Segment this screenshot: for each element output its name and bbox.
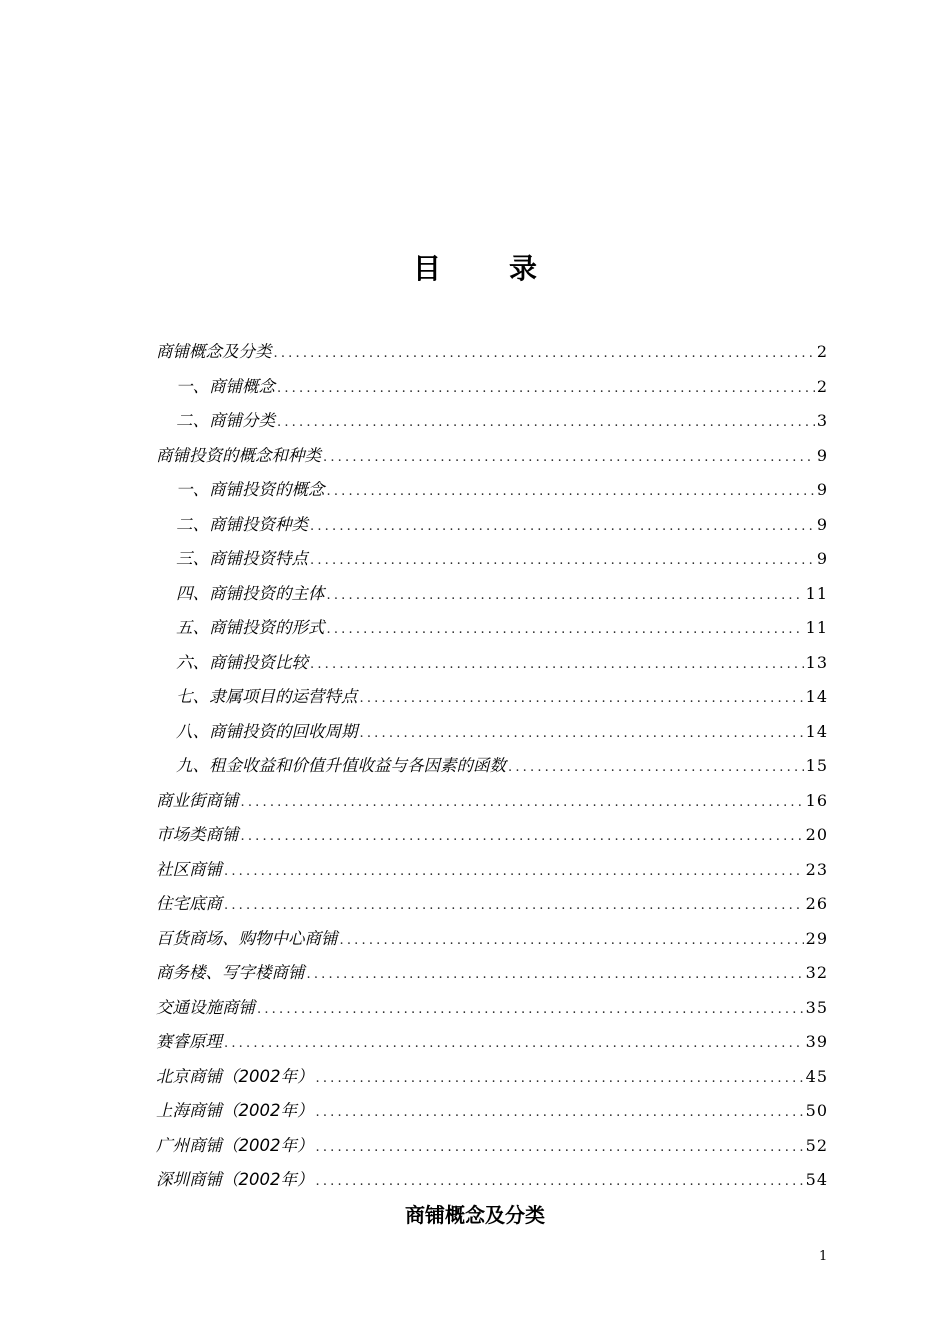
toc-entry[interactable] [156,1163,828,1198]
toc-entry-page: 50 [805,1101,828,1120]
toc-entry-title: 广州商铺（2002年） [156,1135,314,1155]
toc-entry[interactable] [156,1025,828,1060]
toc-entry-page: 45 [805,1066,828,1086]
toc-entry[interactable] [156,508,828,543]
toc-entry-page: 35 [805,997,828,1017]
toc-dot-leader [360,717,804,752]
toc-entry[interactable] [156,439,828,474]
toc-entry-page: 11 [805,583,828,603]
table-of-contents [156,335,828,1198]
toc-entry-page: 14 [805,721,828,741]
toc-dot-leader [508,751,804,786]
toc-dot-leader [316,1096,804,1131]
toc-entry-title: 上海商铺（2002年） [156,1101,314,1120]
toc-dot-leader [327,475,815,510]
toc-entry-page: 14 [805,687,828,706]
toc-dot-leader [224,1027,804,1062]
toc-entry-page: 2 [816,342,828,361]
toc-dot-leader [277,406,815,441]
toc-entry[interactable] [156,956,828,991]
toc-dot-leader [224,855,804,890]
toc-entry-title: 三、商铺投资特点 [176,549,308,568]
toc-dot-leader [327,613,804,648]
toc-entry[interactable] [156,853,828,888]
toc-entry-page: 29 [805,928,828,948]
toc-dot-leader [340,924,804,959]
toc-entry[interactable] [156,542,828,577]
toc-entry-title: 住宅底商 [156,894,222,913]
toc-entry-title: 赛睿原理 [156,1032,222,1051]
toc-dot-leader [241,786,804,821]
toc-dot-leader [310,648,804,683]
toc-entry-title: 四、商铺投资的主体 [176,583,325,603]
toc-entry[interactable] [156,715,828,750]
toc-dot-leader [323,441,815,476]
toc-entry[interactable] [156,646,828,681]
toc-entry-title: 二、商铺投资种类 [176,514,308,534]
toc-entry[interactable] [156,473,828,508]
toc-entry-page: 9 [816,445,828,465]
toc-entry-page: 9 [816,514,828,534]
toc-entry[interactable] [156,404,828,439]
toc-entry-page: 16 [805,790,828,810]
page-title: 目录 [412,251,605,285]
toc-dot-leader [316,1131,804,1166]
toc-entry-page: 20 [805,825,828,844]
toc-entry-page: 13 [805,652,828,672]
toc-entry-title: 二、商铺分类 [176,411,275,430]
toc-dot-leader [316,1165,804,1200]
toc-entry-page: 54 [805,1170,828,1189]
toc-entry-title: 百货商场、购物中心商铺 [156,928,338,948]
toc-entry-title: 一、商铺概念 [176,376,275,396]
toc-entry-page: 9 [816,480,828,499]
toc-dot-leader [310,510,815,545]
toc-entry[interactable] [156,922,828,957]
toc-entry-page: 32 [805,963,828,982]
toc-entry[interactable] [156,680,828,715]
toc-entry[interactable] [156,370,828,405]
toc-entry[interactable] [156,784,828,819]
toc-entry-title: 五、商铺投资的形式 [176,618,325,637]
toc-entry[interactable] [156,1094,828,1129]
toc-dot-leader [241,820,804,855]
toc-entry-title: 一、商铺投资的概念 [176,480,325,499]
toc-entry-page: 15 [805,756,828,775]
toc-entry-page: 26 [805,894,828,913]
toc-entry-title: 商业街商铺 [156,790,239,810]
toc-entry[interactable] [156,887,828,922]
toc-dot-leader [257,993,804,1028]
toc-entry[interactable] [156,1060,828,1095]
toc-entry-page: 52 [805,1135,828,1155]
toc-entry[interactable] [156,749,828,784]
toc-entry-title: 九、租金收益和价值升值收益与各因素的函数 [176,756,506,775]
toc-entry[interactable] [156,1129,828,1164]
toc-entry-title: 北京商铺（2002年） [156,1066,314,1086]
toc-entry[interactable] [156,991,828,1026]
toc-dot-leader [327,579,804,614]
toc-entry-title: 商务楼、写字楼商铺 [156,963,305,982]
toc-dot-leader [310,544,815,579]
section-heading: 商铺概念及分类 [405,1203,545,1227]
toc-entry-title: 商铺投资的概念和种类 [156,445,321,465]
toc-entry-page: 23 [805,859,828,879]
toc-dot-leader [224,889,804,924]
toc-dot-leader [277,372,815,407]
page-number: 1 [819,1249,828,1264]
toc-entry-page: 3 [816,411,828,430]
toc-entry-title: 深圳商铺（2002年） [156,1170,314,1189]
toc-dot-leader [316,1062,804,1097]
toc-entry-title: 社区商铺 [156,859,222,879]
toc-entry-title: 市场类商铺 [156,825,239,844]
toc-entry-page: 2 [816,376,828,396]
toc-dot-leader [307,958,804,993]
toc-entry[interactable] [156,335,828,370]
toc-entry[interactable] [156,611,828,646]
toc-entry-page: 11 [805,618,828,637]
toc-entry-page: 39 [805,1032,828,1051]
toc-entry-title: 交通设施商铺 [156,997,255,1017]
toc-entry[interactable] [156,818,828,853]
toc-entry-title: 商铺概念及分类 [156,342,272,361]
toc-entry-title: 六、商铺投资比较 [176,652,308,672]
toc-entry-page: 9 [816,549,828,568]
toc-entry-title: 七、隶属项目的运营特点 [176,687,358,706]
toc-dot-leader [274,337,815,372]
toc-entry-title: 八、商铺投资的回收周期 [176,721,358,741]
toc-dot-leader [360,682,804,717]
toc-entry[interactable] [156,577,828,612]
